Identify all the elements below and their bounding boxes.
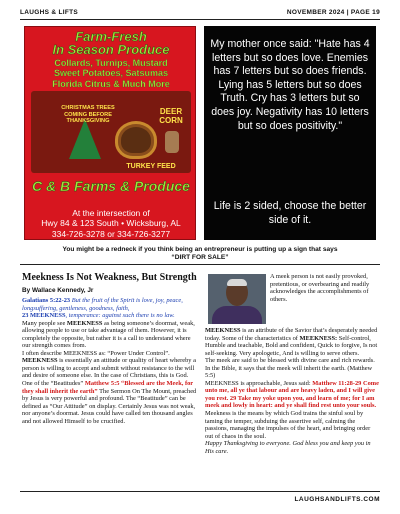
article-closing: Happy Thanksgiving to everyone. God bless you and keep you in His care. [205,440,371,455]
footer-divider [20,491,380,492]
article-title: Meekness Is Not Weakness, But Strength [22,272,197,283]
article-paragraph: Meekness is the means by which God trains the sinful soul by taming the temper, subduing the assertive self, calming the passions, managing the impulses of the heart, and bringing order out of chaos in the soul. [205,410,371,440]
ad-location: Hwy 84 & 123 South • Wicksburg, AL [41,218,181,228]
article-paragraph: MEEKNESS is essentially an attitude or quality of heart whereby a person is willing to accept and submit without resistance to the will and desire of someone else. In the case of Christians, this is God. [22,357,196,380]
ad-title-line2: In Season Produce [52,42,170,57]
article-paragraph: MEEKNESS is approachable, Jesus said: Matthew 11:28-29 Come unto me, all ye that labour and are heavy laden, and I will give you rest. 29 Take my yoke upon you, and learn of me; for I am meek and lowly in heart: and ye shall find rest unto your souls. [205,379,379,410]
ad-intersection-label: At the intersection of [72,208,150,218]
ad-christmas-trees: CHRISTMAS TREES COMING BEFORE THANKSGIVING [61,105,115,125]
page-header [20,6,380,18]
author-photo [208,274,266,324]
footer-site: LAUGHSANDLIFTS.COM [294,496,380,503]
ad-produce-line1: Collards, Turnips, Mustard [54,58,168,68]
publication-name: LAUGHS & LIFTS [20,8,79,16]
turkey-icon [121,127,151,153]
article-right-intro: A meek person is not easily provoked, pretentious, or overbearing and readily acknowledges the accomplishments of others. [270,273,370,303]
article-scripture: Galatians 5:22-23 But the fruit of the Spirit is love, joy, peace, longsuffering, gentleness, goodness, faith, 23 MEEKNESS, temperance: against such there is no law. [22,297,183,320]
ad-title-line1: Farm-Fresh [75,29,147,44]
article-paragraph: One of the “Beatitudes” Matthew 5:5 “Blessed are the Meek, for they shall inherit the earth” The Sermon On The Mount, preached by Jesus is very powerful and profound. The “Beatitude” can be defined as “Our Attitude” on display. Certainly Jesus was not weak, nor anyone’s doormat. Jesus could have called ten thousand angles and not allowed Himself to be crucified. [22,380,197,425]
farm-advertisement [24,26,196,240]
ad-produce-line2: Sweet Potatoes, Satsumas [53,68,169,78]
banner-divider [20,264,380,265]
ad-produce-line3: Florida Citrus & Much More [52,79,170,89]
quote-closing: Life is 2 sided, choose the better side of it. [213,200,367,226]
article-right-column [205,327,379,455]
ad-turkey-feed: TURKEY FEED [126,163,176,170]
article-paragraph: I often describe MEEKNESS as: “Power Under Control”. [22,349,170,357]
quote-box [204,26,376,240]
redneck-banner [20,246,380,262]
article-paragraph: Many people see MEEKNESS as being someone’s doormat, weak, allowing people to use or take advantage of them. However, it is completely the opposite, but rather it is a call to understand where our strength comes from. [22,319,195,350]
quote-main: My mother once said: "Hate has 4 letters but so does love. Enemies has 7 letters but so does friends. Lying has 5 letters but so does Truth. Cry has 3 letters but so does joy. Negativity has 10 letters but so does positivity." [210,38,370,132]
article-paragraph: MEEKNESS is an attribute of the Savior that’s desperately needed today. Some of the characteristics of MEEKNESS: Self-control, Humble and teachable, Bold and confident, Quick to forgive, Is not self-seeking. Very apologetic, And is willing to serve others. [205,327,378,357]
ad-farm-name: C & B Farms & Produce [32,178,190,194]
header-divider [20,19,380,20]
deer-icon [165,131,179,153]
author-photo-body [212,306,262,324]
christmas-tree-icon [69,119,101,159]
article-author: By Wallace Kennedy, Jr [22,287,94,294]
author-photo-hair [227,279,247,286]
banner-line1: You might be a redneck if you think being an entrepreneur is putting up a sign that says [62,246,338,253]
banner-line2: “DIRT FOR SALE” [171,254,229,261]
issue-page-label: NOVEMBER 2024 | PAGE 19 [286,8,380,16]
ad-deer-corn: DEER CORN [159,107,183,125]
article-left-column [22,297,200,425]
ad-phones: 334-726-3278 or 334-726-3277 [51,229,171,239]
article-paragraph: The meek are said to be blessed with divine care and rich rewards. In the Bible, it says that the meek will inherit the earth. (Matthew 5:5) [205,357,375,380]
